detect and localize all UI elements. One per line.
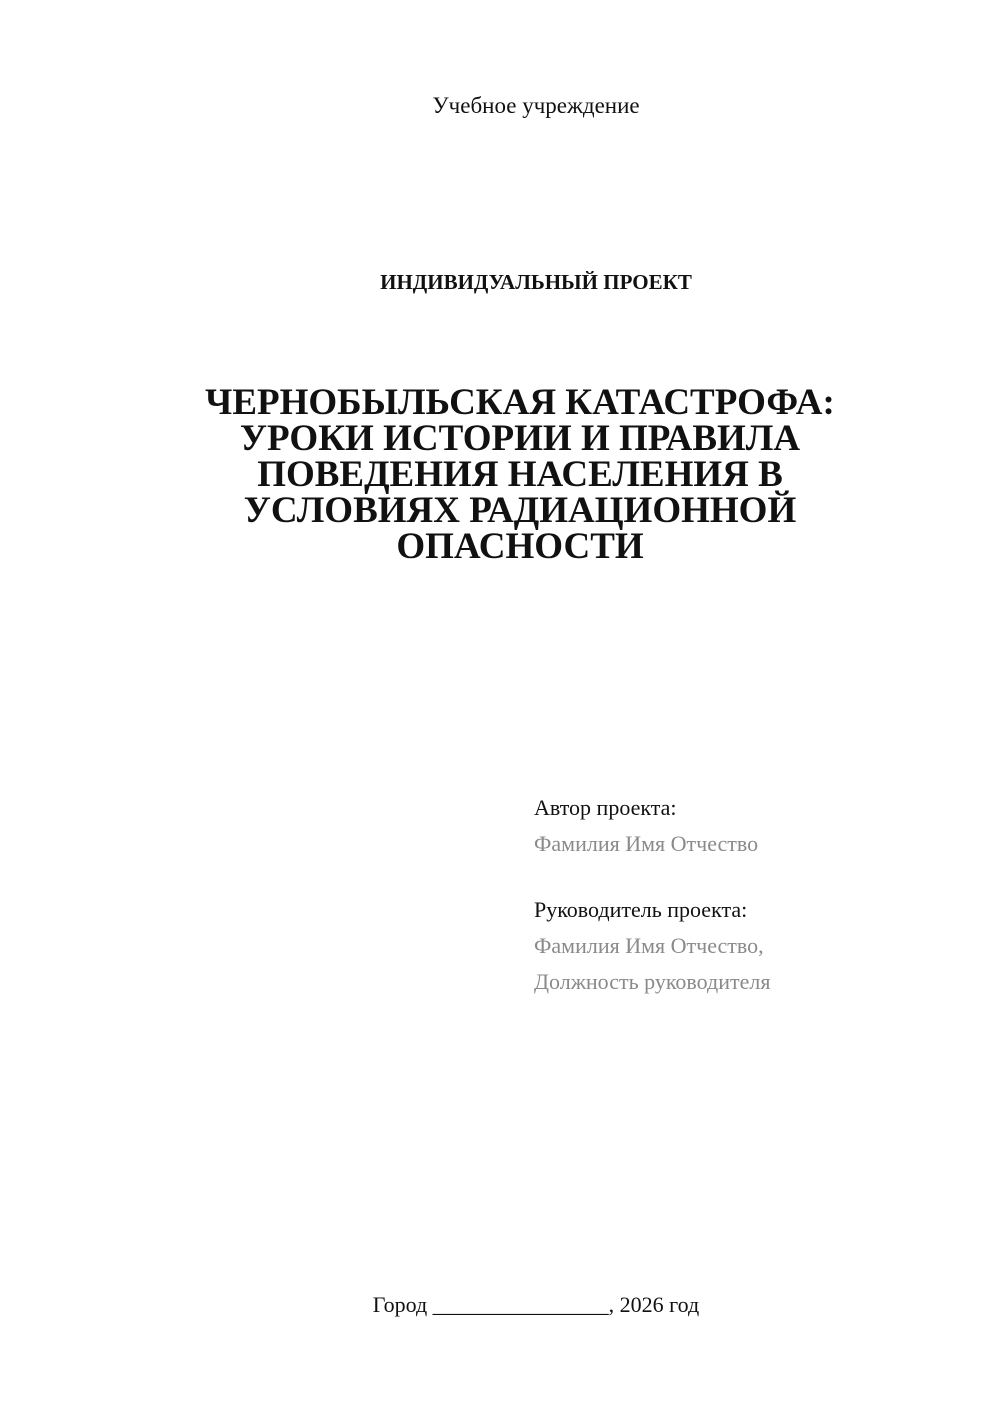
- authors-block: [534, 790, 974, 1000]
- city-year-line: Город ________________, 2026 год: [372, 1292, 700, 1317]
- title-line-5: ОПАСНОСТИ: [396, 526, 644, 567]
- project-title: [200, 382, 840, 567]
- document-type: ИНДИВИДУАЛЬНЫЙ ПРОЕКТ: [380, 270, 692, 294]
- title-line-1: ЧЕРНОБЫЛЬСКАЯ КАТАСТРОФА:: [205, 382, 835, 423]
- author-name-placeholder: Фамилия Имя Отчество: [534, 831, 759, 856]
- title-line-2: УРОКИ ИСТОРИИ И ПРАВИЛА: [239, 418, 801, 459]
- spacer: [534, 862, 974, 892]
- supervisor-position-placeholder: Должность руководителя: [534, 969, 771, 994]
- author-label: Автор проекта:: [534, 795, 677, 820]
- institution-name: Учебное учреждение: [432, 93, 640, 118]
- title-line-4: УСЛОВИЯХ РАДИАЦИОННОЙ: [243, 490, 797, 531]
- title-line-3: ПОВЕДЕНИЯ НАСЕЛЕНИЯ В: [257, 454, 783, 495]
- supervisor-label: Руководитель проекта:: [534, 897, 748, 922]
- supervisor-name-placeholder: Фамилия Имя Отчество,: [534, 933, 764, 958]
